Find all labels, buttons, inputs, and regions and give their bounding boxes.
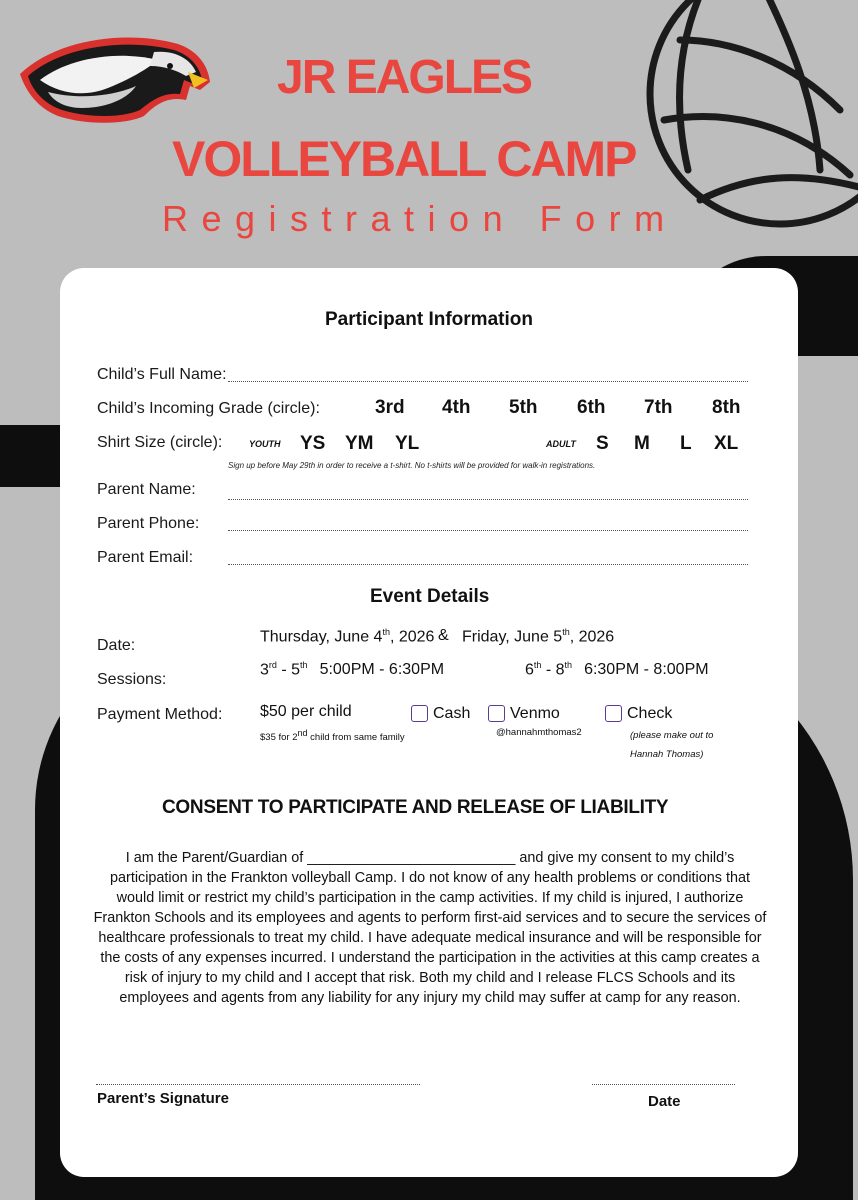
child-name-field[interactable]: [228, 381, 748, 382]
title-volleyball-camp: VOLLEYBALL CAMP: [172, 131, 636, 187]
parent-phone-field[interactable]: [228, 530, 748, 531]
decor-bar-left: [0, 425, 64, 487]
parent-name-field[interactable]: [228, 499, 748, 500]
venmo-handle: @hannahmthomas2: [496, 727, 582, 738]
check-checkbox[interactable]: [605, 705, 622, 722]
parent-phone-label: Parent Phone:: [97, 515, 200, 532]
grade-option[interactable]: 7th: [644, 397, 673, 418]
date-first: Thursday, June 4th, 2026: [260, 627, 435, 646]
date-label: Date:: [97, 637, 136, 654]
session-two: 6th - 8th 6:30PM - 8:00PM: [525, 660, 709, 679]
event-section-title: Event Details: [370, 586, 490, 607]
shirt-size-option[interactable]: L: [680, 433, 692, 454]
payment-label: Payment Method:: [97, 706, 223, 723]
grade-label: Child’s Incoming Grade (circle):: [97, 400, 320, 417]
sibling-discount: $35 for 2nd child from same family: [260, 728, 405, 744]
parent-signature-label: Parent’s Signature: [97, 1090, 229, 1107]
parent-email-field[interactable]: [228, 564, 748, 565]
parent-signature-field[interactable]: [96, 1084, 420, 1085]
consent-body: I am the Parent/Guardian of __________________________ and give my consent to my child’s participation in the Frankton volleyball Camp. I do not know of any health problems or conditions that would limit or restrict my child’s participation in the camp activities. If my child is injured, I authorize Frankton Schools and its employees and agents to perform first-aid services and to secure the services of healthcare professionals to treat my child. I have adequate medical insurance and will be responsible for the costs of any expenses incurred. I understand the participation in the activities at this camp creates a risk of injury to my child and I accept that risk. Both my child and I release FLCS Schools and its employees and agents from any liability for any injury my child may suffer at camp for any reason.: [93, 850, 767, 1006]
shirt-size-option[interactable]: YM: [345, 433, 374, 454]
date-second: Friday, June 5th, 2026: [462, 627, 615, 646]
venmo-checkbox[interactable]: [488, 705, 505, 722]
check-note-line2: Hannah Thomas): [630, 749, 704, 760]
title-registration-form: Registration Form: [162, 198, 678, 239]
grade-option[interactable]: 5th: [509, 397, 538, 418]
title-jr-eagles: JR EAGLES: [277, 51, 532, 104]
grade-option[interactable]: 8th: [712, 397, 741, 418]
cash-label: Cash: [433, 705, 471, 722]
shirt-size-label: Shirt Size (circle):: [97, 434, 223, 451]
grade-option[interactable]: 3rd: [375, 397, 405, 418]
check-note-line1: (please make out to: [630, 730, 714, 741]
eagle-logo: [18, 30, 214, 126]
date-ampersand: &: [438, 627, 449, 644]
shirt-size-option[interactable]: YL: [395, 433, 420, 454]
parent-email-label: Parent Email:: [97, 549, 194, 566]
venmo-label: Venmo: [510, 705, 560, 722]
signature-date-field[interactable]: [592, 1084, 735, 1085]
grade-option[interactable]: 4th: [442, 397, 471, 418]
shirt-size-option[interactable]: M: [634, 433, 650, 454]
shirt-size-option[interactable]: YS: [300, 433, 326, 454]
cash-checkbox[interactable]: [411, 705, 428, 722]
session-one: 3rd - 5th 5:00PM - 6:30PM: [260, 660, 445, 679]
signature-date-label: Date: [648, 1093, 681, 1110]
consent-title: CONSENT TO PARTICIPATE AND RELEASE OF LIABILITY: [162, 797, 669, 818]
child-name-label: Child’s Full Name:: [97, 366, 227, 383]
grade-option[interactable]: 6th: [577, 397, 606, 418]
shirt-size-option[interactable]: S: [596, 433, 609, 454]
check-label: Check: [627, 705, 673, 722]
shirt-note: Sign up before May 29th in order to receive a t-shirt. No t-shirts will be provided for walk-in registrations.: [228, 461, 596, 470]
price: $50 per child: [260, 703, 352, 720]
parent-name-label: Parent Name:: [97, 481, 196, 498]
shirt-size-option[interactable]: XL: [714, 433, 739, 454]
youth-tag: YOUTH: [249, 439, 281, 449]
sessions-label: Sessions:: [97, 671, 167, 688]
participant-section-title: Participant Information: [325, 309, 533, 330]
adult-tag: ADULT: [546, 439, 576, 449]
